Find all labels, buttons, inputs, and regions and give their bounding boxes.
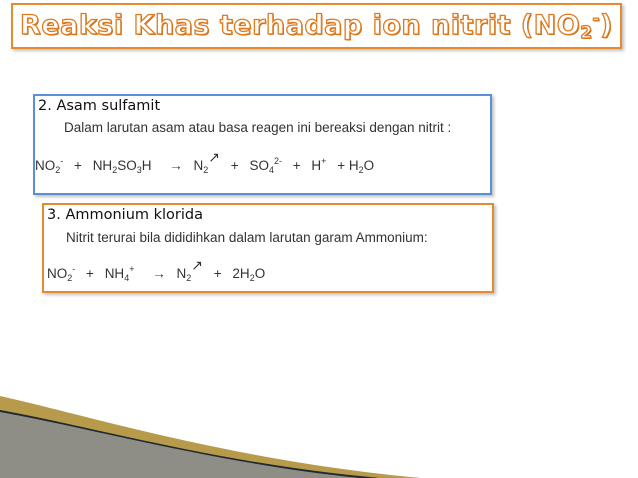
reaction-equation: $NO_2^- + NH_2SO_3H$ → $N_2↗ + SO_4^{2-} + H^+ + H_2O$ (35, 149, 375, 175)
section-description: Nitrit terurai bila dididihkan dalam larutan garam Ammonium: (66, 230, 428, 245)
slide-title: Reaksi Khas terhadap ion nitrit $(NO_2^-)$ (20, 9, 613, 43)
reaction-equation: $NO_2^- + NH_4^+$ → $N_2↗ + 2H_2O$ (47, 257, 266, 283)
gas-arrow-icon: ↗ (208, 149, 221, 165)
ammonium-klorida-box (42, 203, 494, 293)
section-heading: 2. Asam sulfamit (38, 98, 161, 114)
section-heading: 3. Ammonium klorida (47, 207, 204, 223)
section-description: Dalam larutan asam atau basa reagen ini bereaksi dengan nitrit : (64, 120, 452, 135)
decorative-wave (0, 388, 638, 478)
gas-arrow-icon: ↗ (191, 257, 203, 273)
title-banner (11, 3, 622, 49)
asam-sulfamit-box (33, 94, 492, 195)
